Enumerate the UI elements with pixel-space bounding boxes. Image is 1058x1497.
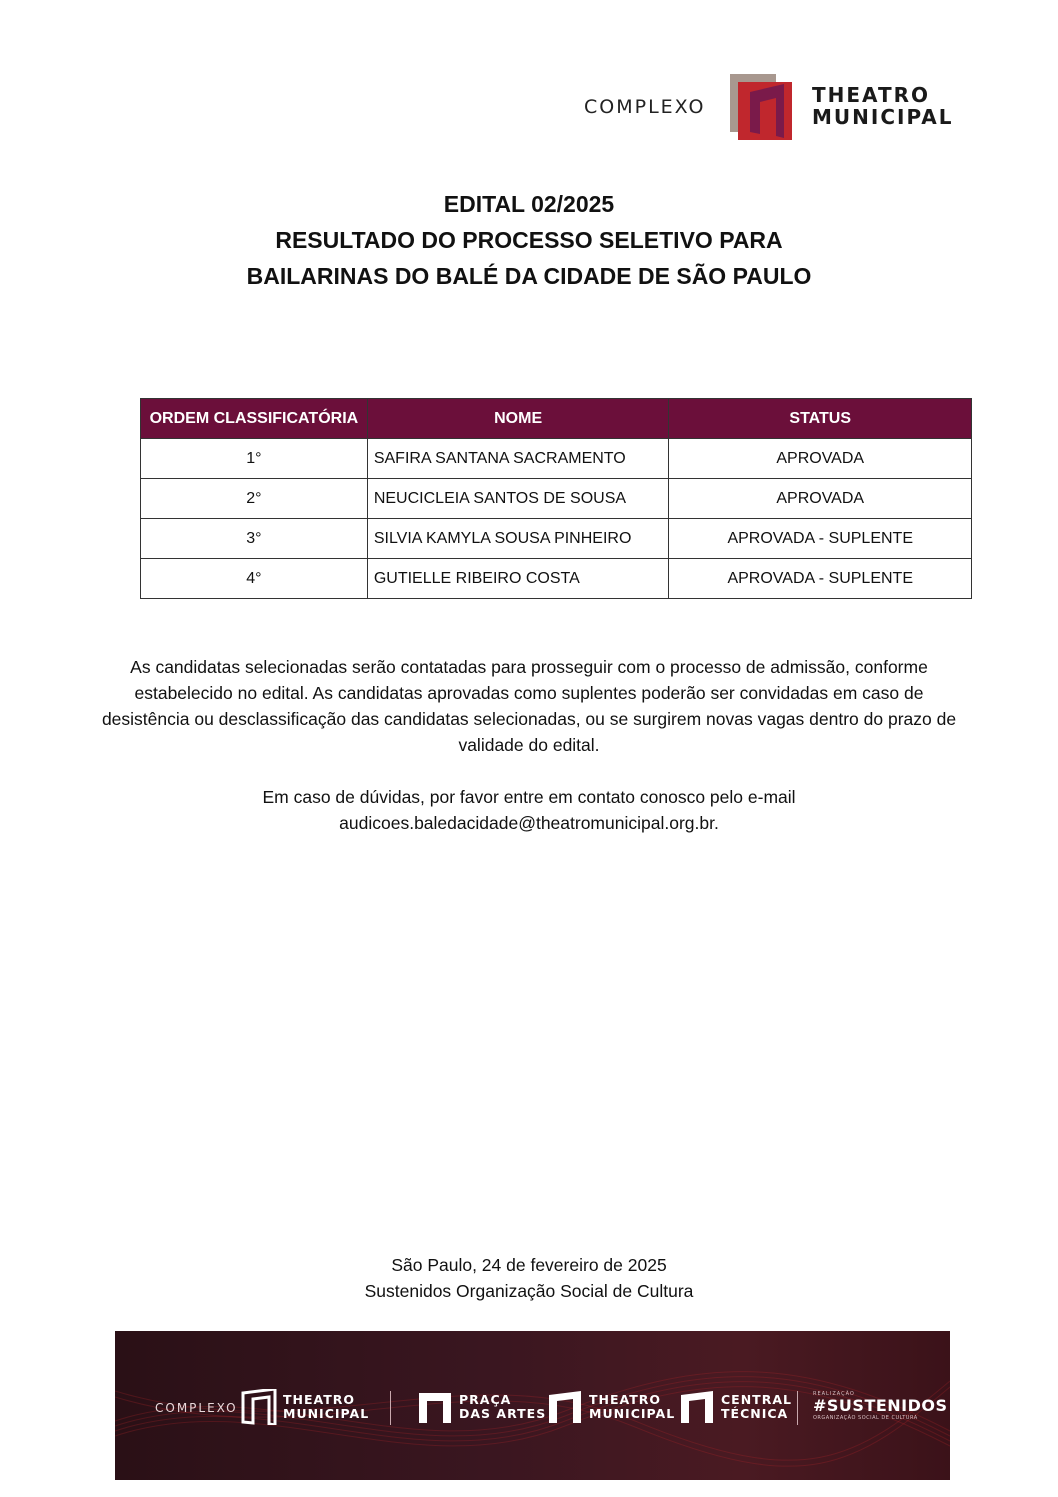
title-line-3: BAILARINAS DO BALÉ DA CIDADE DE SÃO PAULO: [246, 263, 812, 289]
cell-status: APROVADA - SUPLENTE: [669, 519, 972, 559]
cell-ordem: 2°: [141, 479, 368, 519]
organization-name: Sustenidos Organização Social de Cultura: [364, 1281, 694, 1301]
paragraph-line: estabelecido no edital. As candidatas aprovadas como suplentes poderão ser convidadas em caso de: [134, 683, 924, 703]
footer-separator: [797, 1391, 798, 1425]
header-status: STATUS: [669, 399, 972, 439]
paragraph-line: validade do edital.: [458, 735, 600, 755]
sustenidos-subtitle: ORGANIZAÇÃO SOCIAL DE CULTURA: [813, 1415, 918, 1421]
footer-sustenidos-logo: [813, 1391, 948, 1421]
header-ordem: ORDEM CLASSIFICATÓRIA: [141, 399, 368, 439]
table-row: [141, 519, 972, 559]
central-tecnica-icon: [679, 1389, 715, 1425]
contact-line: Em caso de dúvidas, por favor entre em contato conosco pelo e-mail: [262, 787, 796, 807]
contact-info: [0, 784, 1058, 836]
title-line-1: EDITAL 02/2025: [443, 191, 615, 217]
cell-status: APROVADA - SUPLENTE: [669, 559, 972, 599]
contact-email: audicoes.baledacidade@theatromunicipal.org.br.: [339, 813, 719, 833]
theatro-municipal-footer-icon: [241, 1389, 277, 1425]
cell-ordem: 4°: [141, 559, 368, 599]
document-title: [0, 186, 1058, 294]
praca-das-artes-icon: [417, 1389, 453, 1425]
logo-complexo-text: COMPLEXO: [584, 96, 706, 118]
signoff: [0, 1252, 1058, 1304]
place-date: São Paulo, 24 de fevereiro de 2025: [391, 1255, 667, 1275]
logo-theatro-municipal-text: THEATRO MUNICIPAL: [812, 83, 954, 129]
results-table: [140, 398, 972, 599]
header-logo: [584, 74, 954, 140]
table-row: [141, 439, 972, 479]
footer-separator: [390, 1391, 391, 1425]
table-row: [141, 479, 972, 519]
cell-status: APROVADA: [669, 479, 972, 519]
sustenidos-wordmark: #SUSTENIDOS: [813, 1396, 948, 1415]
header-nome: NOME: [367, 399, 669, 439]
theatro-municipal-logo-icon: [730, 74, 800, 140]
cell-nome: NEUCICLEIA SANTOS DE SOUSA: [367, 479, 669, 519]
cell-nome: SAFIRA SANTANA SACRAMENTO: [367, 439, 669, 479]
paragraph-line: As candidatas selecionadas serão contatadas para prosseguir com o processo de admissão, conforme: [130, 657, 928, 677]
title-line-2: RESULTADO DO PROCESSO SELETIVO PARA: [275, 227, 783, 253]
table-row: [141, 559, 972, 599]
cell-ordem: 3°: [141, 519, 368, 559]
paragraph-line: desistência ou desclassificação das candidatas selecionadas, ou se surgirem novas vagas dentro do prazo de: [101, 709, 957, 729]
cell-nome: SILVIA KAMYLA SOUSA PINHEIRO: [367, 519, 669, 559]
cell-status: APROVADA: [669, 439, 972, 479]
theatro-municipal-footer-icon: [547, 1389, 583, 1425]
realizacao-label: REALIZAÇÃO: [813, 1391, 855, 1397]
footer-complexo-text: COMPLEXO: [155, 1401, 238, 1415]
table-header-row: [141, 399, 972, 439]
cell-nome: GUTIELLE RIBEIRO COSTA: [367, 559, 669, 599]
cell-ordem: 1°: [141, 439, 368, 479]
info-paragraph: [60, 654, 998, 758]
footer-banner: COMPLEXO THEATRO MUNICIPAL PRAÇA DAS ARTES THEATRO MUNICIPAL CENTRAL TÉCNICA REALIZAÇÃO #SUSTENIDOS ORGANIZAÇÃO SOCIAL DE CULTURA: [115, 1331, 950, 1480]
